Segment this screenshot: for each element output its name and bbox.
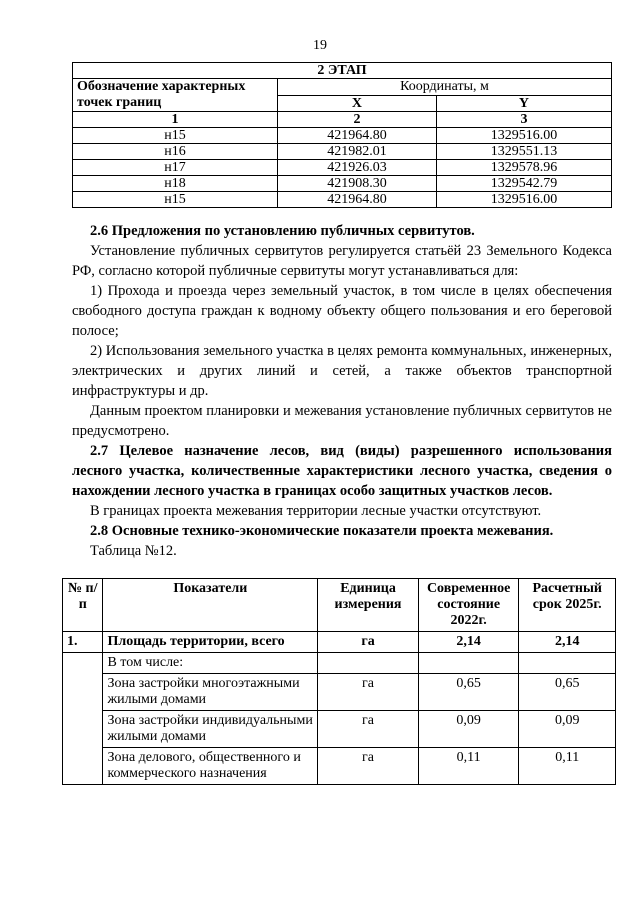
- table-row: [73, 176, 612, 192]
- point-cell: н15: [73, 192, 278, 208]
- points-header: Обозначение характерных точек границ: [73, 79, 278, 112]
- table-row: [63, 632, 616, 653]
- point-cell: н15: [73, 128, 278, 144]
- table-row: [73, 128, 612, 144]
- header-unit: Единица измерения: [318, 579, 419, 632]
- point-cell: н16: [73, 144, 278, 160]
- current-cell: 0,11: [418, 748, 519, 785]
- y-cell: 1329516.00: [436, 128, 611, 144]
- table-row: [73, 192, 612, 208]
- unit-cell: га: [318, 748, 419, 785]
- x-cell: 421908.30: [278, 176, 437, 192]
- current-cell: 2,14: [418, 632, 519, 653]
- coordinates-table: [72, 62, 612, 208]
- name-cell: Зона делового, общественного и коммерческого назначения: [103, 748, 318, 785]
- unit-cell: га: [318, 711, 419, 748]
- header-planned: Расчетный срок 2025г.: [519, 579, 616, 632]
- x-cell: 421964.80: [278, 128, 437, 144]
- paragraph: Установление публичных сервитутов регулируется статьёй 23 Земельного Кодекса РФ, согласно которой публичные сервитуты могут устанавливаться для:: [72, 243, 612, 279]
- header-current: Современное состояние 2022г.: [418, 579, 519, 632]
- table-caption: Таблица №12.: [90, 543, 177, 559]
- coordinates-header: Координаты, м: [278, 79, 612, 96]
- table-row: [73, 144, 612, 160]
- name-cell: Зона застройки индивидуальными жилыми домами: [103, 711, 318, 748]
- point-cell: н17: [73, 160, 278, 176]
- section-2-8-title: 2.8 Основные технико-экономические показатели проекта межевания.: [90, 523, 554, 539]
- name-cell: Зона застройки многоэтажными жилыми домами: [103, 674, 318, 711]
- page-number: 19: [313, 38, 327, 53]
- point-cell: н18: [73, 176, 278, 192]
- unit-cell: га: [318, 632, 419, 653]
- header-num: № п/п: [63, 579, 103, 632]
- table-row: [73, 160, 612, 176]
- planned-cell: 0,09: [519, 711, 616, 748]
- table-row: [63, 748, 616, 785]
- y-header: Y: [436, 95, 611, 112]
- x-header: X: [278, 95, 437, 112]
- name-cell: В том числе:: [103, 653, 318, 674]
- paragraph: 2) Использования земельного участка в целях ремонта коммунальных, инженерных, электрических и других линий и сетей, а также объектов транспортной инфраструктуры и др.: [72, 343, 612, 399]
- column-number: 2: [278, 112, 437, 128]
- x-cell: 421982.01: [278, 144, 437, 160]
- table-row: [63, 674, 616, 711]
- paragraph: В границах проекта межевания территории лесные участки отсутствуют.: [90, 503, 542, 519]
- column-number: 3: [436, 112, 611, 128]
- y-cell: 1329578.96: [436, 160, 611, 176]
- num-cell: 1.: [63, 632, 103, 653]
- planned-cell: 0,65: [519, 674, 616, 711]
- paragraph: Данным проектом планировки и межевания установление публичных сервитутов не предусмотрено.: [72, 403, 612, 439]
- indicators-table: [62, 578, 616, 785]
- body-text: [72, 221, 612, 561]
- planned-cell: 0,11: [519, 748, 616, 785]
- x-cell: 421926.03: [278, 160, 437, 176]
- header-name: Показатели: [103, 579, 318, 632]
- stage-title: 2 ЭТАП: [73, 63, 612, 79]
- name-cell: Площадь территории, всего: [103, 632, 318, 653]
- current-cell: 0,09: [418, 711, 519, 748]
- section-2-6-title: 2.6 Предложения по установлению публичных сервитутов.: [90, 223, 475, 239]
- section-2-7-title: 2.7 Целевое назначение лесов, вид (виды) разрешенного использования лесного участка, количественные характеристики лесного участка, сведения о нахождении лесного участка в границах особо защитных участков лесов.: [72, 443, 612, 499]
- y-cell: 1329551.13: [436, 144, 611, 160]
- x-cell: 421964.80: [278, 192, 437, 208]
- unit-cell: га: [318, 674, 419, 711]
- table-row: [63, 653, 616, 674]
- y-cell: 1329516.00: [436, 192, 611, 208]
- current-cell: 0,65: [418, 674, 519, 711]
- column-number: 1: [73, 112, 278, 128]
- paragraph: 1) Прохода и проезда через земельный участок, в том числе в целях обеспечения свободного доступа граждан к водному объекту общего пользования и его береговой полосе;: [72, 283, 612, 339]
- planned-cell: 2,14: [519, 632, 616, 653]
- table-row: [63, 711, 616, 748]
- y-cell: 1329542.79: [436, 176, 611, 192]
